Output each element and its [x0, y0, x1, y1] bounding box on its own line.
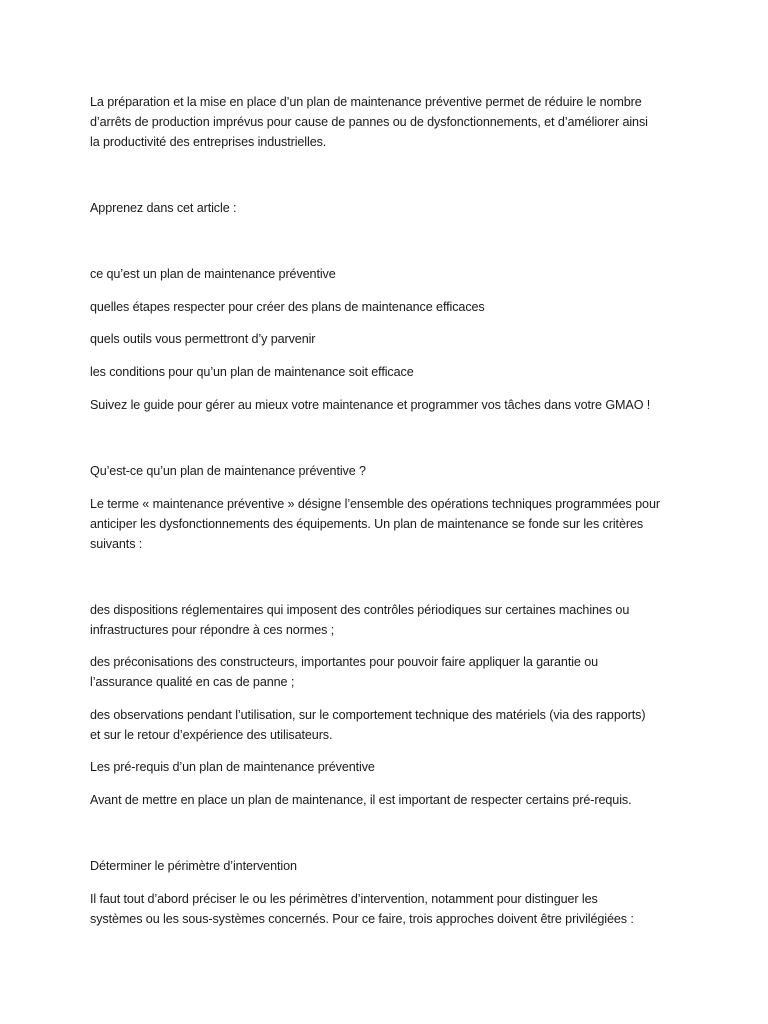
section-heading: Qu’est-ce qu’un plan de maintenance préventive ?: [90, 464, 366, 478]
perimeter-paragraph: Il faut tout d’abord préciser le ou les périmètres d’intervention, notamment pour distinguer les systèmes ou les sous-systèmes concernés. Pour ce faire, trois approches doivent être privilégiées :: [90, 892, 634, 926]
section-heading: Les pré-requis d’un plan de maintenance préventive: [90, 760, 375, 774]
article-intro-line: Apprenez dans cet article :: [90, 201, 237, 215]
prerequisites-paragraph: Avant de mettre en place un plan de maintenance, il est important de respecter certains pré-requis.: [90, 793, 632, 807]
definition-paragraph: Le terme « maintenance préventive » désigne l’ensemble des opérations techniques programmées pour anticiper les dysfonctionnements des équipements. Un plan de maintenance se fonde sur les critères suivants :: [90, 497, 660, 551]
section-heading: Déterminer le périmètre d’intervention: [90, 859, 297, 873]
criteria-item: des préconisations des constructeurs, importantes pour pouvoir faire appliquer la garantie ou l’assurance qualité en cas de panne ;: [90, 655, 599, 689]
list-item: quels outils vous permettront d’y parvenir: [90, 332, 316, 346]
criteria-item: des observations pendant l’utilisation, sur le comportement technique des matériels (via des rapports) et sur le retour d’expérience des utilisateurs.: [90, 708, 646, 742]
list-item: ce qu’est un plan de maintenance préventive: [90, 267, 336, 281]
list-item: les conditions pour qu’un plan de maintenance soit efficace: [90, 365, 414, 379]
criteria-item: des dispositions réglementaires qui imposent des contrôles périodiques sur certaines machines ou infrastructures pour répondre à ces normes ;: [90, 603, 630, 637]
list-item: quelles étapes respecter pour créer des plans de maintenance efficaces: [90, 300, 485, 314]
intro-paragraph: La préparation et la mise en place d’un plan de maintenance préventive permet de réduire le nombre d’arrêts de production imprévus pour cause de pannes ou de dysfonctionnements, et d’améliorer ainsi la productivité des entreprises industrielles.: [90, 95, 648, 149]
guide-paragraph: Suivez le guide pour gérer au mieux votre maintenance et programmer vos tâches dans votre GMAO !: [90, 398, 651, 412]
